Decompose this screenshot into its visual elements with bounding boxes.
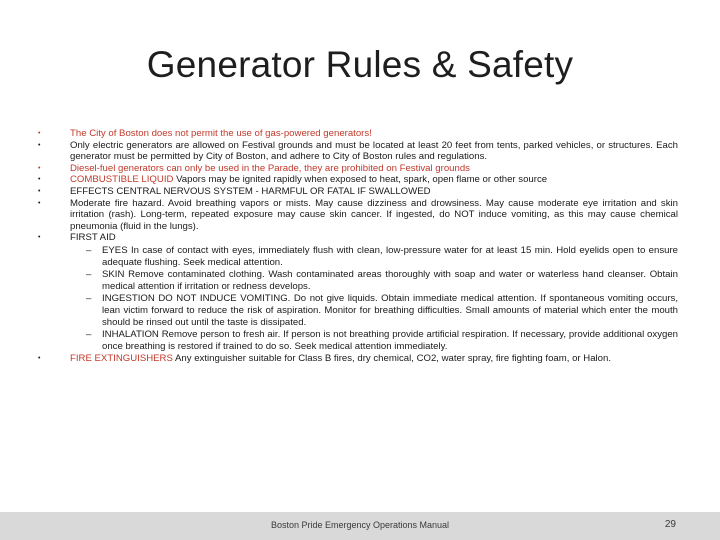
first-aid-list bbox=[38, 245, 678, 352]
item-text: EFFECTS CENTRAL NERVOUS SYSTEM - HARMFUL OR FATAL IF SWALLOWED bbox=[70, 185, 431, 197]
item-label: FIRE EXTINGUISHERS bbox=[70, 353, 173, 365]
footer-text: Boston Pride Emergency Operations Manual bbox=[270, 520, 450, 530]
first-aid-item bbox=[38, 245, 678, 268]
first-aid-text: INGESTION DO NOT INDUCE VOMITING. Do not give liquids. Obtain immediate medical attention. If spontaneous vomiting occurs, lean victim forward to reduce the risk of aspiration. Monitor for breathing difficulties. Small amounts of material which enter the mouth should be rinsed out until the taste is dissipated. bbox=[102, 293, 678, 328]
item-text: The City of Boston does not permit the use of gas-powered generators! bbox=[70, 128, 372, 139]
item-text: Moderate fire hazard. Avoid breathing vapors or mists. May cause dizziness and drowsiness. May cause moderate eye irritation and skin irritation (rash). Long-term, repeated exposure may cause skin cancer. If ingested, do NOT induce vomiting, as this may cause chemical pneumonia (fluid in the lungs). bbox=[70, 197, 678, 232]
bullet-icon: • bbox=[38, 355, 41, 363]
list-item bbox=[38, 140, 678, 163]
first-aid-text: INHALATION Remove person to fresh air. If person is not breathing provide artificial respiration. If necessary, provide additional oxygen once breathing is restored if trained to do so. Seek medical attention immediately. bbox=[102, 329, 678, 352]
bullet-icon: • bbox=[38, 141, 41, 149]
bullet-icon: • bbox=[38, 199, 41, 207]
bullet-icon: • bbox=[38, 187, 41, 195]
first-aid-item bbox=[38, 329, 678, 352]
dash-icon: – bbox=[86, 244, 92, 256]
list-item bbox=[38, 128, 678, 140]
list-item bbox=[38, 353, 678, 365]
list-item bbox=[38, 198, 678, 233]
footer-bar bbox=[0, 512, 720, 540]
slide-title: Generator Rules & Safety bbox=[146, 44, 574, 85]
first-aid-text: SKIN Remove contaminated clothing. Wash contaminated areas thoroughly with soap and water or waterless hand cleanser. Obtain medical attention if irritation or redness develops. bbox=[102, 269, 678, 292]
list-item bbox=[38, 232, 678, 244]
rules-list bbox=[38, 128, 678, 365]
dash-icon: – bbox=[86, 293, 92, 305]
first-aid-item bbox=[38, 293, 678, 328]
item-text: Vapors may be ignited rapidly when exposed to heat, spark, open flame or other source bbox=[173, 174, 548, 186]
item-label: COMBUSTIBLE LIQUID bbox=[70, 174, 174, 186]
list-item bbox=[38, 186, 678, 198]
first-aid-item bbox=[38, 269, 678, 292]
bullet-icon: • bbox=[38, 130, 41, 137]
list-item bbox=[38, 174, 678, 186]
bullet-icon: • bbox=[38, 164, 41, 172]
dash-icon: – bbox=[86, 329, 92, 341]
item-text: Only electric generators are allowed on Festival grounds and must be located at least 20 feet from tents, parked vehicles, or structures. Each generator must be permitted by City of Boston, and adhere to City of Boston rules and regulations. bbox=[70, 139, 678, 163]
dash-icon: – bbox=[86, 269, 92, 281]
item-text: Any extinguisher suitable for Class B fires, dry chemical, CO2, water spray, fire fighting foam, or Halon. bbox=[172, 353, 612, 365]
item-text: Diesel-fuel generators can only be used in the Parade, they are prohibited on Festival grounds bbox=[70, 162, 470, 174]
bullet-icon: • bbox=[38, 234, 41, 242]
first-aid-text: EYES In case of contact with eyes, immediately flush with clean, low-pressure water for at least 15 min. Hold eyelids open to ensure adequate flushing. Seek medical attention. bbox=[102, 244, 678, 268]
bullet-icon: • bbox=[38, 176, 41, 184]
list-item bbox=[38, 163, 678, 175]
item-text: FIRST AID bbox=[70, 232, 116, 244]
page-number: 29 bbox=[664, 519, 676, 530]
